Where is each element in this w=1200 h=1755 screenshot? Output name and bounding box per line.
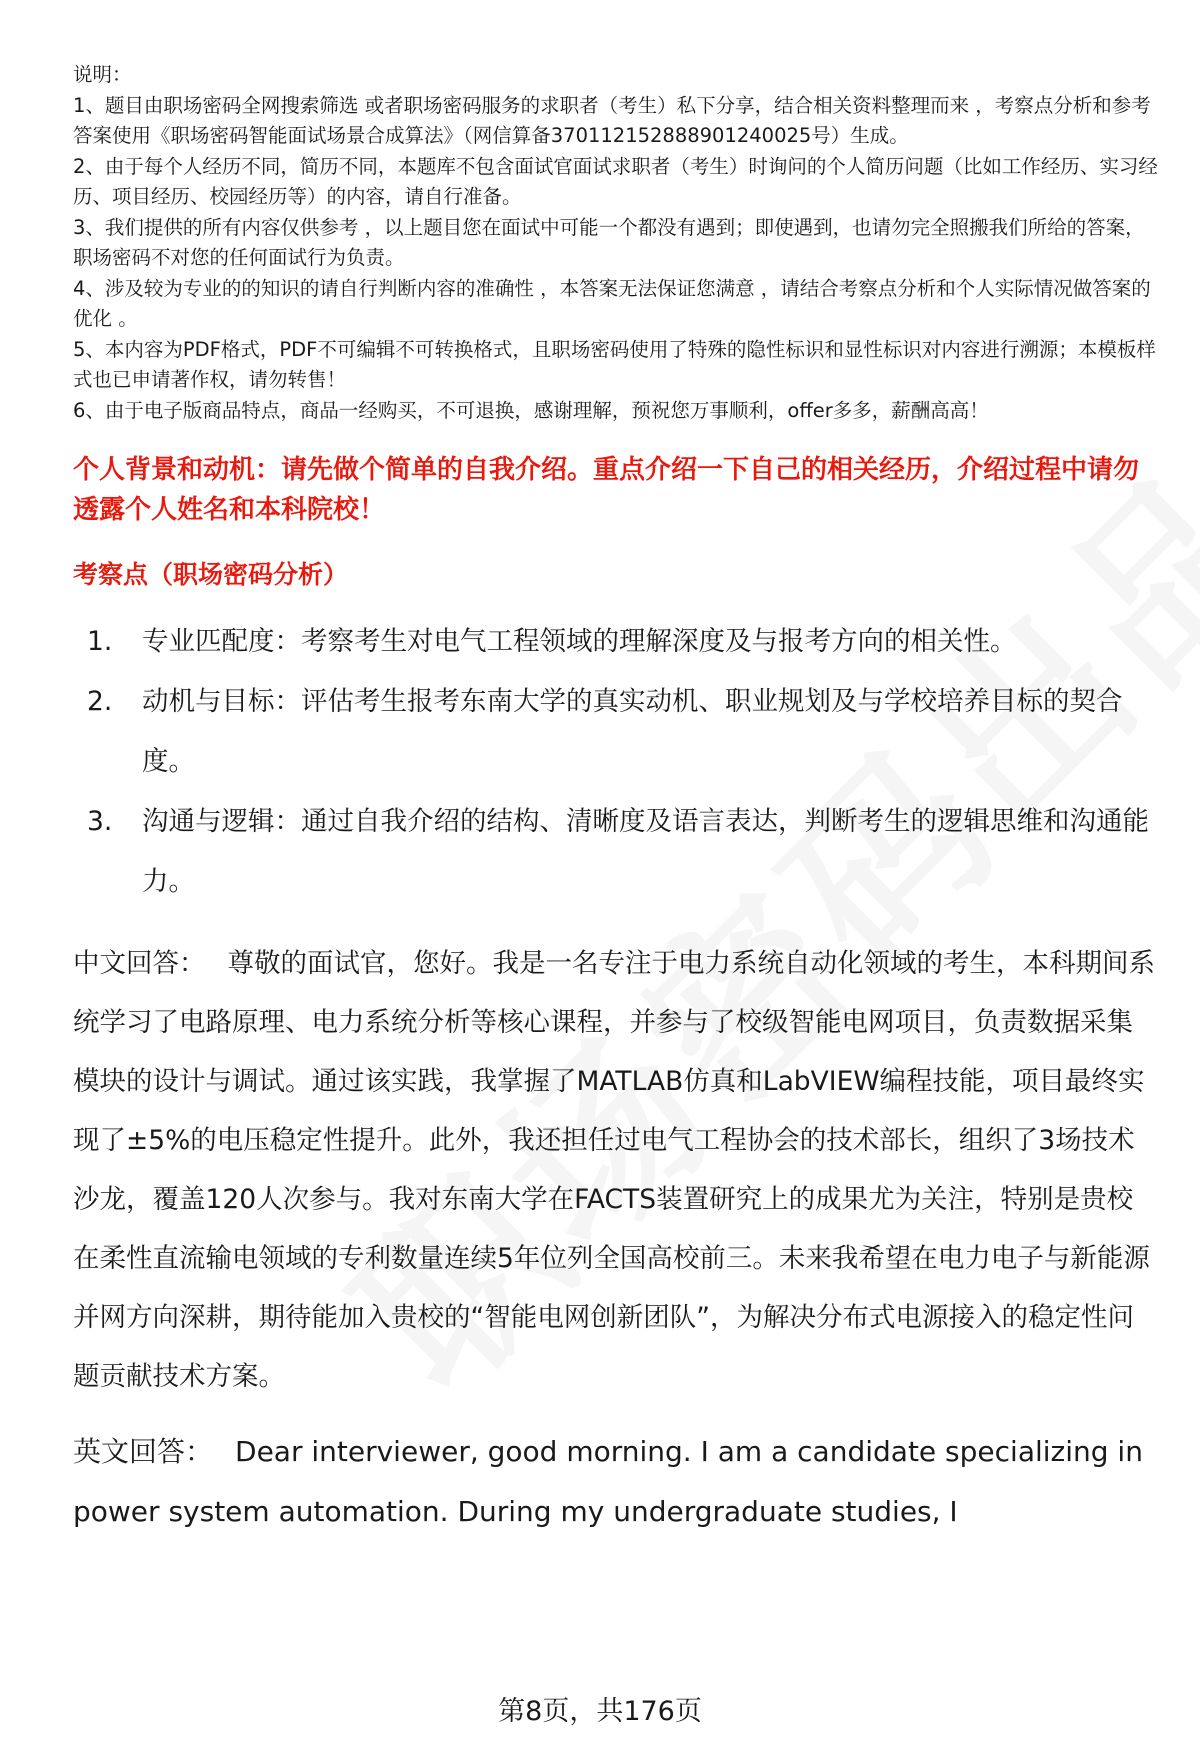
analysis-points <box>73 612 1158 912</box>
analysis-title: 考察点（职场密码分析） <box>73 560 349 589</box>
chinese-answer-label: 中文回答： <box>73 948 206 979</box>
notes-title: 说明： <box>73 63 132 86</box>
point-number: 2. <box>87 686 113 717</box>
english-answer-text: Dear interviewer, good morning. I am a candidate specializing in power system automation. During my undergraduate studies, I <box>73 1435 1143 1528</box>
note-item: 2、由于每个人经历不同，简历不同，本题库不包含面试官面试求职者（考生）时询问的个人简历问题（比如工作经历、实习经历、项目经历、校园经历等）的内容，请自行准备。 <box>73 154 1158 208</box>
note-item: 4、涉及较为专业的的知识的请自行判断内容的准确性 ，本答案无法保证您满意 ，请结合考察点分析和个人实际情况做答案的优化 。 <box>73 276 1151 330</box>
note-item: 3、我们提供的所有内容仅供参考 ，以上题目您在面试中可能一个都没有遇到；即使遇到，也请勿完全照搬我们所给的答案，职场密码不对您的任何面试行为负责。 <box>73 215 1145 269</box>
point-text: 动机与目标：评估考生报考东南大学的真实动机、职业规划及与学校培养目标的契合度。 <box>142 686 1123 777</box>
page-number: 第8页，共176页 <box>498 1696 702 1727</box>
question-heading: 个人背景和动机：请先做个简单的自我介绍。重点介绍一下自己的相关经历，介绍过程中请勿透露个人姓名和本科院校！ <box>73 455 1140 525</box>
document-body <box>73 60 1158 1542</box>
point-number: 3. <box>87 806 113 837</box>
notes-section <box>73 60 1158 426</box>
analysis-point <box>73 672 1158 792</box>
chinese-answer <box>73 934 1158 1406</box>
point-number: 1. <box>87 626 113 657</box>
english-answer-label: 英文回答： <box>73 1435 214 1468</box>
chinese-answer-text: 尊敬的面试官，您好。我是一名专注于电力系统自动化领域的考生，本科期间系统学习了电路原理、电力系统分析等核心课程，并参与了校级智能电网项目，负责数据采集模块的设计与调试。通过该实践，我掌握了MATLAB仿真和LabVIEW编程技能，项目最终实现了±5%的电压稳定性提升。此外，我还担任过电气工程协会的技术部长，组织了3场技术沙龙，覆盖120人次参与。我对东南大学在FACTS装置研究上的成果尤为关注，特别是贵校在柔性直流输电领域的专利数量连续5年位列全国高校前三。未来我希望在电力电子与新能源并网方向深耕，期待能加入贵校的“智能电网创新团队”，为解决分布式电源接入的稳定性问题贡献技术方案。 <box>73 948 1155 1392</box>
note-item: 5、本内容为PDF格式，PDF不可编辑不可转换格式，且职场密码使用了特殊的隐性标识和显性标识对内容进行溯源；本模板样式也已申请著作权，请勿转售！ <box>73 337 1156 391</box>
english-answer <box>73 1422 1158 1542</box>
analysis-point <box>73 612 1158 672</box>
note-item: 6、由于电子版商品特点，商品一经购买，不可退换，感谢理解，预祝您万事顺利，offer多多，薪酬高高！ <box>73 398 989 422</box>
point-text: 沟通与逻辑：通过自我介绍的结构、清晰度及语言表达，判断考生的逻辑思维和沟通能力。 <box>142 806 1149 897</box>
note-item: 1、题目由职场密码全网搜索筛选 或者职场密码服务的求职者（考生）私下分享，结合相关资料整理而来 ，考察点分析和参考答案使用《职场密码智能面试场景合成算法》（网信算备370112152888901240025号）生成。 <box>73 93 1151 147</box>
point-text: 专业匹配度：考察考生对电气工程领域的理解深度及与报考方向的相关性。 <box>142 626 1017 657</box>
analysis-point <box>73 792 1158 912</box>
